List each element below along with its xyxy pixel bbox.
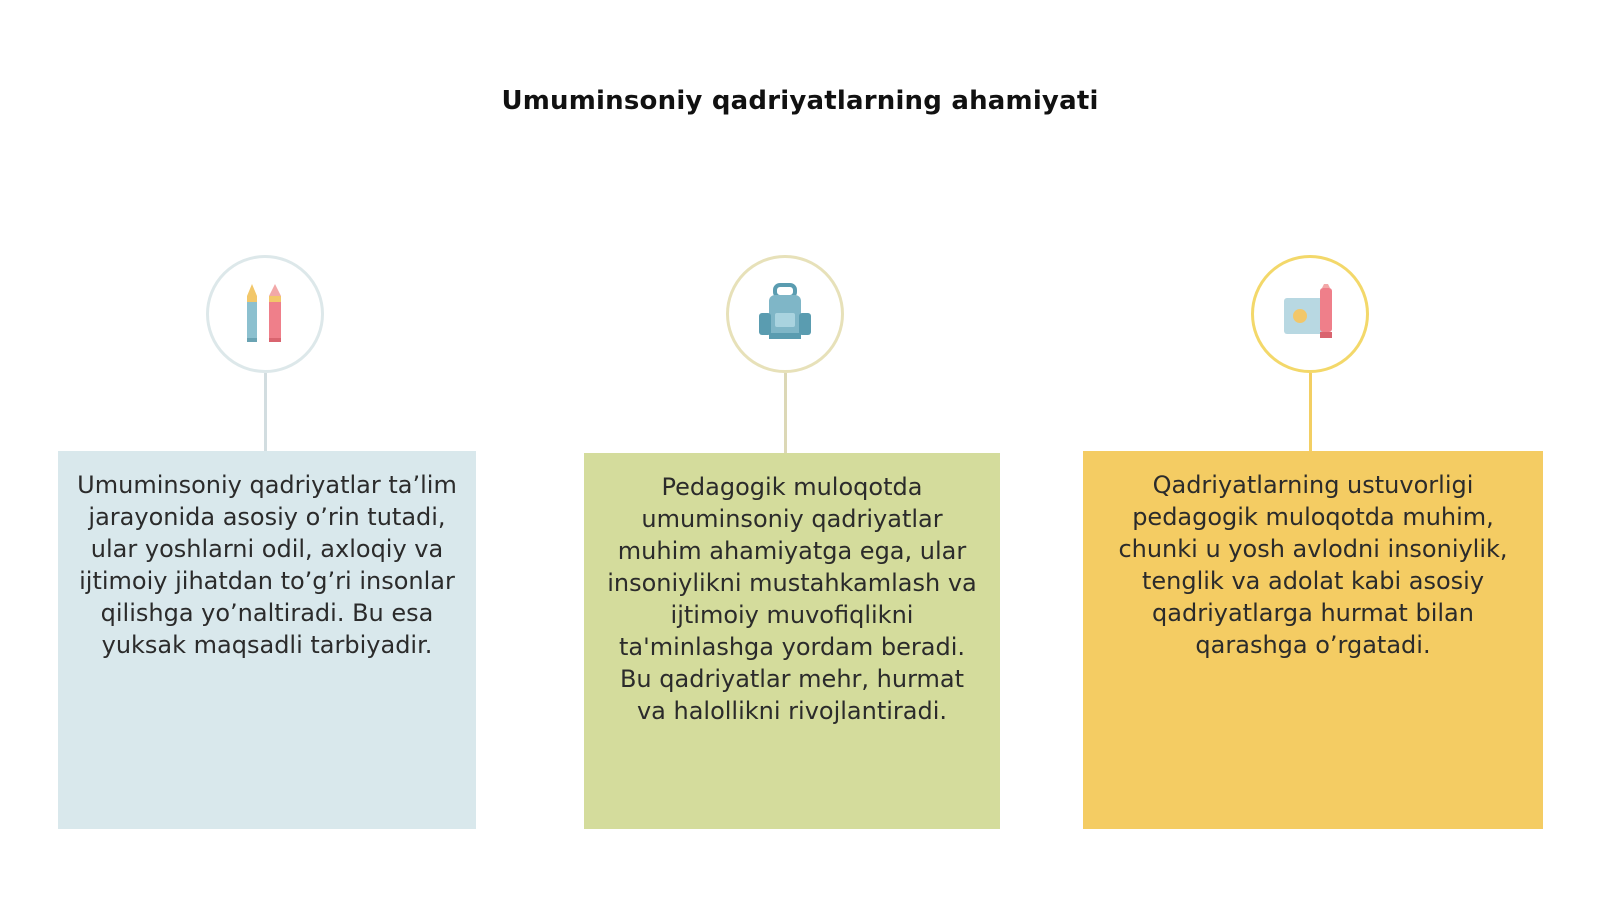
card-text: Qadriyatlarning ustuvorligi pedagogik muloqotda muhim, chunki u yosh avlodni insoniylik, tenglik va adolat kabi asosiy qadriyatlarga hurmat bilan qarashga o’rgatadi. (1118, 471, 1508, 659)
card-text: Umuminsoniy qadriyatlar ta’lim jarayonida asosiy o’rin tutadi, ular yoshlarni odil, axloqiy va ijtimoiy jihatdan to’g’ri insonlar qilishga yo’naltiradi. Bu esa yuksak maqsadli tarbiyadir. (77, 471, 457, 659)
icon-ring (206, 255, 324, 373)
connector-line (1309, 373, 1312, 451)
info-card (1083, 451, 1543, 829)
card-text: Pedagogik muloqotda umuminsoniy qadriyatlar muhim ahamiyatga ega, ular insoniylikni mustahkamlash va ijtimoiy muvofiqlikni ta'minlashga yordam beradi. Bu qadriyatlar mehr, hurmat va halollikni rivojlantiradi. (607, 473, 977, 725)
drawing-paper-icon (1280, 284, 1340, 344)
info-card (584, 453, 1000, 829)
icon-ring (726, 255, 844, 373)
page-title: Umuminsoniy qadriyatlarning ahamiyati (501, 86, 1099, 116)
info-card (58, 451, 476, 829)
connector-line (264, 373, 267, 451)
pencils-icon (237, 282, 293, 346)
icon-ring (1251, 255, 1369, 373)
backpack-icon (755, 283, 815, 345)
connector-line (784, 373, 787, 453)
